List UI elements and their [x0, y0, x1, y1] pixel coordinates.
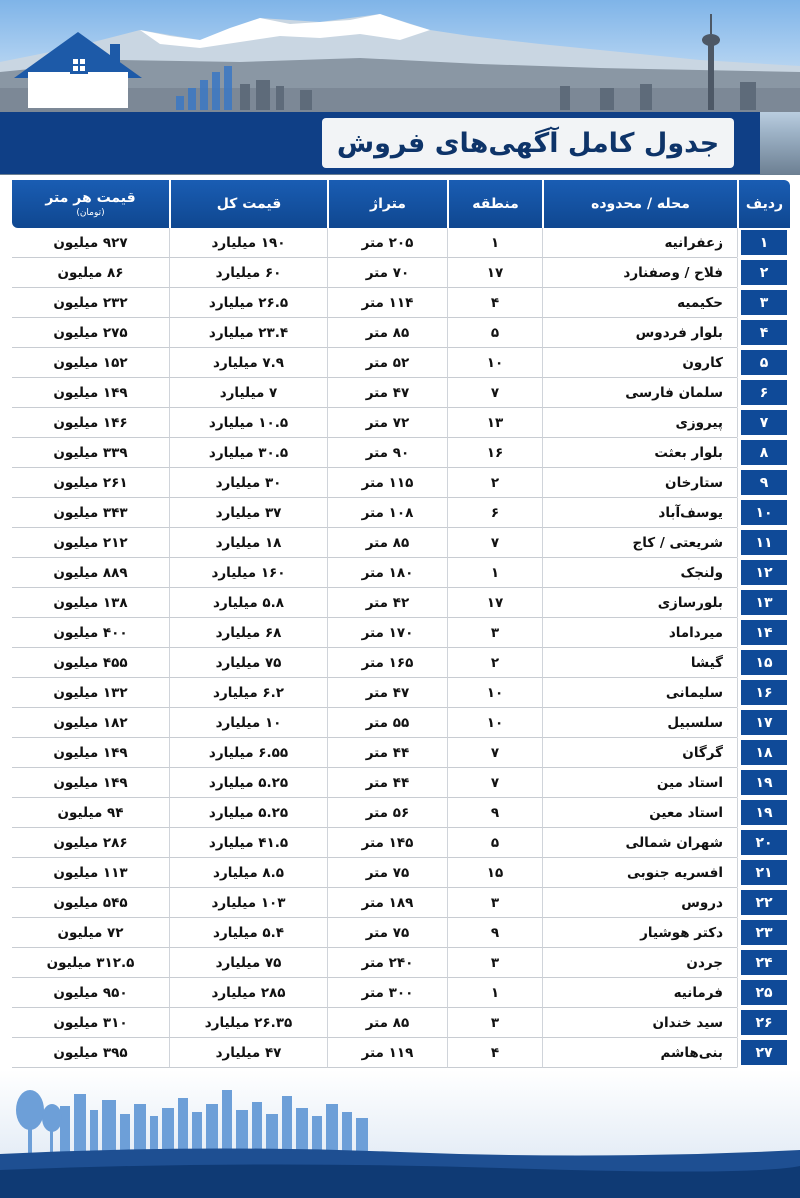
cell-price-per-meter: ۱۴۶ میلیون: [12, 408, 169, 438]
cell-district: ۲: [447, 468, 542, 498]
cell-index: [737, 918, 790, 948]
table-row: [12, 858, 790, 888]
cell-index: [737, 978, 790, 1008]
cell-index: [737, 408, 790, 438]
cell-total-price: ۶.۵۵ میلیارد: [169, 738, 327, 768]
table-row: [12, 1038, 790, 1068]
cell-total-price: ۴۷ میلیارد: [169, 1038, 327, 1068]
cell-total-price: ۳۰ میلیارد: [169, 468, 327, 498]
cell-neighborhood: جردن: [542, 948, 737, 978]
table-row: [12, 768, 790, 798]
cell-price-per-meter: ۱۵۲ میلیون: [12, 348, 169, 378]
cell-price-per-meter: ۴۰۰ میلیون: [12, 618, 169, 648]
cell-index: [737, 228, 790, 258]
page-title: جدول کامل آگهی‌های فروش: [336, 127, 720, 159]
cell-neighborhood: کارون: [542, 348, 737, 378]
cell-area: ۴۷ متر: [327, 378, 447, 408]
row-number-badge: ۲۷: [741, 1040, 787, 1065]
cell-total-price: ۷۵ میلیارد: [169, 648, 327, 678]
table-row: [12, 378, 790, 408]
footer-skyline-graphic: [0, 1070, 800, 1198]
cell-area: ۱۴۵ متر: [327, 828, 447, 858]
table-row: [12, 978, 790, 1008]
cell-neighborhood: سلسبیل: [542, 708, 737, 738]
row-number-badge: ۲۲: [741, 890, 787, 915]
col-header-index: ردیف: [737, 180, 790, 228]
table-row: [12, 528, 790, 558]
cell-neighborhood: زعفرانیه: [542, 228, 737, 258]
table-row: [12, 828, 790, 858]
cell-index: [737, 1038, 790, 1068]
cell-price-per-meter: ۱۳۸ میلیون: [12, 588, 169, 618]
cell-price-per-meter: ۲۸۶ میلیون: [12, 828, 169, 858]
cell-area: ۴۴ متر: [327, 738, 447, 768]
cell-price-per-meter: ۲۳۲ میلیون: [12, 288, 169, 318]
table-header-row: [12, 180, 790, 228]
table-row: [12, 648, 790, 678]
table-row: [12, 318, 790, 348]
cell-area: ۴۴ متر: [327, 768, 447, 798]
cell-price-per-meter: ۷۲ میلیون: [12, 918, 169, 948]
cell-district: ۹: [447, 918, 542, 948]
row-number-badge: ۸: [741, 440, 787, 465]
table-row: [12, 888, 790, 918]
cell-district: ۱: [447, 228, 542, 258]
row-number-badge: ۱۶: [741, 680, 787, 705]
cell-area: ۱۸۰ متر: [327, 558, 447, 588]
cell-price-per-meter: ۸۸۹ میلیون: [12, 558, 169, 588]
cell-district: ۱۳: [447, 408, 542, 438]
cell-index: [737, 708, 790, 738]
cell-total-price: ۲۳.۴ میلیارد: [169, 318, 327, 348]
cell-price-per-meter: ۸۶ میلیون: [12, 258, 169, 288]
cell-total-price: ۵.۲۵ میلیارد: [169, 768, 327, 798]
cell-neighborhood: پیروزی: [542, 408, 737, 438]
cell-total-price: ۱۰.۵ میلیارد: [169, 408, 327, 438]
row-number-badge: ۱۲: [741, 560, 787, 585]
title-box: [322, 118, 734, 168]
cell-area: ۱۷۰ متر: [327, 618, 447, 648]
cell-area: ۸۵ متر: [327, 528, 447, 558]
cell-neighborhood: بلوار بعثت: [542, 438, 737, 468]
cell-district: ۳: [447, 618, 542, 648]
cell-index: [737, 528, 790, 558]
cell-index: [737, 438, 790, 468]
cell-price-per-meter: ۱۴۹ میلیون: [12, 378, 169, 408]
cell-district: ۴: [447, 1038, 542, 1068]
cell-neighborhood: دروس: [542, 888, 737, 918]
cell-index: [737, 558, 790, 588]
cell-district: ۳: [447, 888, 542, 918]
row-number-badge: ۱۳: [741, 590, 787, 615]
cell-neighborhood: سید خندان: [542, 1008, 737, 1038]
row-number-badge: ۲۰: [741, 830, 787, 855]
cell-area: ۸۵ متر: [327, 318, 447, 348]
col-header-area: متراژ: [327, 180, 447, 228]
row-number-badge: ۷: [741, 410, 787, 435]
listings-table: [12, 180, 790, 1068]
cell-district: ۷: [447, 768, 542, 798]
table-row: [12, 438, 790, 468]
cell-district: ۱۰: [447, 348, 542, 378]
cell-area: ۱۸۹ متر: [327, 888, 447, 918]
cell-total-price: ۷.۹ میلیارد: [169, 348, 327, 378]
cell-district: ۱۷: [447, 588, 542, 618]
row-number-badge: ۵: [741, 350, 787, 375]
cell-area: ۱۱۴ متر: [327, 288, 447, 318]
table-row: [12, 348, 790, 378]
cell-neighborhood: ولنجک: [542, 558, 737, 588]
row-number-badge: ۱۹: [741, 770, 787, 795]
cell-district: ۱: [447, 558, 542, 588]
cell-total-price: ۱۰ میلیارد: [169, 708, 327, 738]
cell-district: ۳: [447, 1008, 542, 1038]
footer-skyline: [0, 1070, 800, 1198]
cell-index: [737, 858, 790, 888]
cell-neighborhood: استاد مین: [542, 768, 737, 798]
col-header-total-price: قیمت کل: [169, 180, 327, 228]
cell-area: ۲۴۰ متر: [327, 948, 447, 978]
cell-index: [737, 828, 790, 858]
cell-index: [737, 738, 790, 768]
cell-neighborhood: سلیمانی: [542, 678, 737, 708]
row-number-badge: ۱۴: [741, 620, 787, 645]
col-header-price-per-meter-unit: (تومان): [76, 208, 105, 218]
table-row: [12, 288, 790, 318]
cell-area: ۵۵ متر: [327, 708, 447, 738]
row-number-badge: ۱۹: [741, 800, 787, 825]
row-number-badge: ۲۱: [741, 860, 787, 885]
cell-total-price: ۲۶.۳۵ میلیارد: [169, 1008, 327, 1038]
table-row: [12, 738, 790, 768]
row-number-badge: ۱۷: [741, 710, 787, 735]
cell-district: ۱۰: [447, 678, 542, 708]
row-number-badge: ۹: [741, 470, 787, 495]
cell-district: ۲: [447, 648, 542, 678]
cell-price-per-meter: ۱۱۳ میلیون: [12, 858, 169, 888]
cell-neighborhood: فرمانیه: [542, 978, 737, 1008]
row-number-badge: ۳: [741, 290, 787, 315]
cell-index: [737, 768, 790, 798]
row-number-badge: ۲۶: [741, 1010, 787, 1035]
cell-price-per-meter: ۵۴۵ میلیون: [12, 888, 169, 918]
cell-index: [737, 288, 790, 318]
table-row: [12, 558, 790, 588]
cell-price-per-meter: ۲۱۲ میلیون: [12, 528, 169, 558]
row-number-badge: ۲۳: [741, 920, 787, 945]
row-number-badge: ۱۸: [741, 740, 787, 765]
table-row: [12, 798, 790, 828]
listings-table-container: [12, 180, 790, 1068]
col-header-neighborhood: محله / محدوده: [542, 180, 737, 228]
cell-index: [737, 318, 790, 348]
cell-district: ۵: [447, 828, 542, 858]
cell-price-per-meter: ۳۱۰ میلیون: [12, 1008, 169, 1038]
cell-price-per-meter: ۳۳۹ میلیون: [12, 438, 169, 468]
cell-total-price: ۷ میلیارد: [169, 378, 327, 408]
cell-total-price: ۴۱.۵ میلیارد: [169, 828, 327, 858]
cell-neighborhood: افسریه جنوبی: [542, 858, 737, 888]
cell-price-per-meter: ۲۷۵ میلیون: [12, 318, 169, 348]
cell-neighborhood: دکتر هوشیار: [542, 918, 737, 948]
cell-area: ۳۰۰ متر: [327, 978, 447, 1008]
cell-district: ۷: [447, 378, 542, 408]
cell-neighborhood: سلمان فارسی: [542, 378, 737, 408]
cell-price-per-meter: ۱۴۹ میلیون: [12, 768, 169, 798]
cell-district: ۱۷: [447, 258, 542, 288]
cell-area: ۷۲ متر: [327, 408, 447, 438]
row-number-badge: ۲: [741, 260, 787, 285]
cell-district: ۷: [447, 528, 542, 558]
cell-neighborhood: استاد معین: [542, 798, 737, 828]
cell-area: ۵۲ متر: [327, 348, 447, 378]
cell-area: ۲۰۵ متر: [327, 228, 447, 258]
cell-district: ۶: [447, 498, 542, 528]
cell-area: ۷۰ متر: [327, 258, 447, 288]
cell-area: ۴۲ متر: [327, 588, 447, 618]
cell-neighborhood: بنی‌هاشم: [542, 1038, 737, 1068]
cell-neighborhood: میرداماد: [542, 618, 737, 648]
cell-index: [737, 498, 790, 528]
row-number-badge: ۱۵: [741, 650, 787, 675]
cell-total-price: ۱۹۰ میلیارد: [169, 228, 327, 258]
cell-area: ۷۵ متر: [327, 918, 447, 948]
table-row: [12, 1008, 790, 1038]
cell-area: ۱۶۵ متر: [327, 648, 447, 678]
cell-price-per-meter: ۲۶۱ میلیون: [12, 468, 169, 498]
table-row: [12, 618, 790, 648]
cell-price-per-meter: ۳۹۵ میلیون: [12, 1038, 169, 1068]
cell-total-price: ۱۰۳ میلیارد: [169, 888, 327, 918]
cell-district: ۱۶: [447, 438, 542, 468]
cell-total-price: ۵.۴ میلیارد: [169, 918, 327, 948]
cell-area: ۸۵ متر: [327, 1008, 447, 1038]
table-row: [12, 228, 790, 258]
cell-total-price: ۳۷ میلیارد: [169, 498, 327, 528]
cell-price-per-meter: ۳۱۲.۵ میلیون: [12, 948, 169, 978]
row-number-badge: ۲۴: [741, 950, 787, 975]
cell-neighborhood: فلاح / وصفنارد: [542, 258, 737, 288]
cell-neighborhood: حکیمیه: [542, 288, 737, 318]
cell-index: [737, 588, 790, 618]
cell-district: ۱۰: [447, 708, 542, 738]
cell-index: [737, 888, 790, 918]
table-body: [12, 228, 790, 1068]
cell-area: ۱۰۸ متر: [327, 498, 447, 528]
cell-total-price: ۶.۲ میلیارد: [169, 678, 327, 708]
cell-price-per-meter: ۱۴۹ میلیون: [12, 738, 169, 768]
cell-total-price: ۵.۸ میلیارد: [169, 588, 327, 618]
cell-district: ۱: [447, 978, 542, 1008]
cell-index: [737, 648, 790, 678]
cell-total-price: ۲۸۵ میلیارد: [169, 978, 327, 1008]
col-header-price-per-meter-label: قیمت هر متر: [45, 190, 136, 206]
table-row: [12, 258, 790, 288]
cell-district: ۴: [447, 288, 542, 318]
cell-index: [737, 798, 790, 828]
cell-district: ۱۵: [447, 858, 542, 888]
cell-total-price: ۱۸ میلیارد: [169, 528, 327, 558]
cell-area: ۱۱۹ متر: [327, 1038, 447, 1068]
cell-district: ۹: [447, 798, 542, 828]
cell-neighborhood: گیشا: [542, 648, 737, 678]
cell-district: ۷: [447, 738, 542, 768]
table-row: [12, 918, 790, 948]
cell-price-per-meter: ۹۵۰ میلیون: [12, 978, 169, 1008]
cell-price-per-meter: ۳۴۳ میلیون: [12, 498, 169, 528]
cell-index: [737, 678, 790, 708]
cell-total-price: ۳۰.۵ میلیارد: [169, 438, 327, 468]
cell-price-per-meter: ۴۵۵ میلیون: [12, 648, 169, 678]
cell-district: ۵: [447, 318, 542, 348]
cell-index: [737, 1008, 790, 1038]
cell-index: [737, 948, 790, 978]
row-number-badge: ۱۰: [741, 500, 787, 525]
cell-total-price: ۸.۵ میلیارد: [169, 858, 327, 888]
table-row: [12, 468, 790, 498]
cell-index: [737, 618, 790, 648]
table-row: [12, 498, 790, 528]
row-number-badge: ۱۱: [741, 530, 787, 555]
cell-total-price: ۷۵ میلیارد: [169, 948, 327, 978]
col-header-price-per-meter: [12, 180, 169, 228]
cell-index: [737, 378, 790, 408]
cell-neighborhood: گرگان: [542, 738, 737, 768]
table-row: [12, 708, 790, 738]
table-row: [12, 678, 790, 708]
cell-price-per-meter: ۹۴ میلیون: [12, 798, 169, 828]
cell-price-per-meter: ۹۲۷ میلیون: [12, 228, 169, 258]
cell-index: [737, 258, 790, 288]
cell-price-per-meter: ۱۳۲ میلیون: [12, 678, 169, 708]
cell-total-price: ۶۸ میلیارد: [169, 618, 327, 648]
cell-area: ۱۱۵ متر: [327, 468, 447, 498]
cell-total-price: ۱۶۰ میلیارد: [169, 558, 327, 588]
cell-total-price: ۵.۲۵ میلیارد: [169, 798, 327, 828]
cell-district: ۳: [447, 948, 542, 978]
row-number-badge: ۴: [741, 320, 787, 345]
col-header-district: منطقه: [447, 180, 542, 228]
cell-index: [737, 348, 790, 378]
cell-area: ۴۷ متر: [327, 678, 447, 708]
table-row: [12, 588, 790, 618]
cell-area: ۵۶ متر: [327, 798, 447, 828]
cell-neighborhood: یوسف‌آباد: [542, 498, 737, 528]
cell-index: [737, 468, 790, 498]
cell-price-per-meter: ۱۸۲ میلیون: [12, 708, 169, 738]
table-row: [12, 408, 790, 438]
cell-neighborhood: شهران شمالی: [542, 828, 737, 858]
cell-total-price: ۲۶.۵ میلیارد: [169, 288, 327, 318]
table-row: [12, 948, 790, 978]
row-number-badge: ۶: [741, 380, 787, 405]
cell-neighborhood: ستارخان: [542, 468, 737, 498]
cell-area: ۹۰ متر: [327, 438, 447, 468]
cell-neighborhood: بلورسازی: [542, 588, 737, 618]
cell-neighborhood: شریعتی / کاج: [542, 528, 737, 558]
cell-area: ۷۵ متر: [327, 858, 447, 888]
row-number-badge: ۲۵: [741, 980, 787, 1005]
cell-total-price: ۶۰ میلیارد: [169, 258, 327, 288]
cell-neighborhood: بلوار فردوس: [542, 318, 737, 348]
row-number-badge: ۱: [741, 230, 787, 255]
